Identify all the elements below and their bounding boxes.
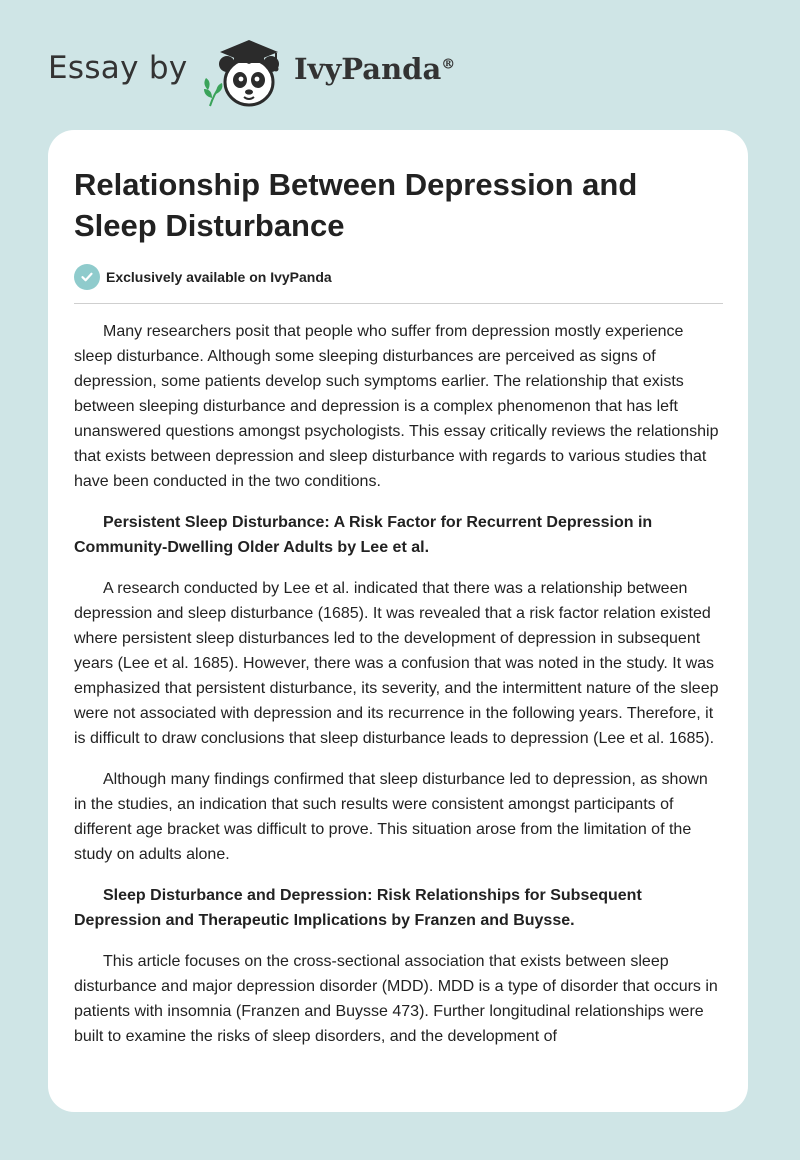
article-body <box>74 319 724 1065</box>
divider <box>74 303 723 304</box>
brand-name[interactable]: IvyPanda® <box>294 52 456 86</box>
registered-mark: ® <box>441 56 456 73</box>
site-header <box>48 30 748 110</box>
badge-label: Exclusively available on IvyPanda <box>106 269 332 285</box>
paragraph: This article focuses on the cross-sectional association that exists between sleep disturbance and major depression disorder (MDD). MDD is a type of disorder that occurs in patients with insomnia (Franzen and Buysse 473). Further longitudinal relationships were built to examine the risks of sleep disorders, and the development of <box>74 953 718 1045</box>
paragraph: A research conducted by Lee et al. indicated that there was a relationship between depression and sleep disturbance (1685). It was revealed that a risk factor relation existed where persistent sleep disturbances led to the development of depression in subsequent years (Lee et al. 1685). However, there was a confusion that was noted in the study. It was emphasized that persistent disturbance, its severity, and the intermittent nature of the sleep were not associated with depression and its recurrence in the following years. Therefore, it is difficult to draw conclusions that sleep disturbance leads to depression (Lee et al. 1685). <box>74 580 719 747</box>
section-heading: Persistent Sleep Disturbance: A Risk Factor for Recurrent Depression in Community-Dwelling Older Adults by Lee et al. <box>74 514 653 556</box>
panda-logo-icon[interactable] <box>200 36 290 110</box>
paragraph: Although many findings confirmed that sleep disturbance led to depression, as shown in the studies, an indication that such results were consistent amongst participants of different age bracket was difficult to prove. This situation arose from the limitation of the study on adults alone. <box>74 771 708 863</box>
exclusive-badge <box>74 264 332 290</box>
essay-card <box>48 130 748 1112</box>
section-heading: Sleep Disturbance and Depression: Risk Relationships for Subsequent Depression and Therapeutic Implications by Franzen and Buysse. <box>74 887 642 929</box>
brand-prefix: Essay by <box>48 50 188 86</box>
page-title: Relationship Between Depression and Sleep Disturbance <box>74 167 638 243</box>
check-icon <box>74 264 100 290</box>
paragraph: Many researchers posit that people who suffer from depression mostly experience sleep disturbance. Although some sleeping disturbances are perceived as signs of depression, some patients develop such symptoms earlier. The relationship that exists between sleeping disturbance and depression is a complex phenomenon that has left unanswered questions amongst psychologists. This essay critically reviews the relationship that exists between depression and sleep disturbance with regards to various studies that have been conducted in the two conditions. <box>74 323 719 490</box>
